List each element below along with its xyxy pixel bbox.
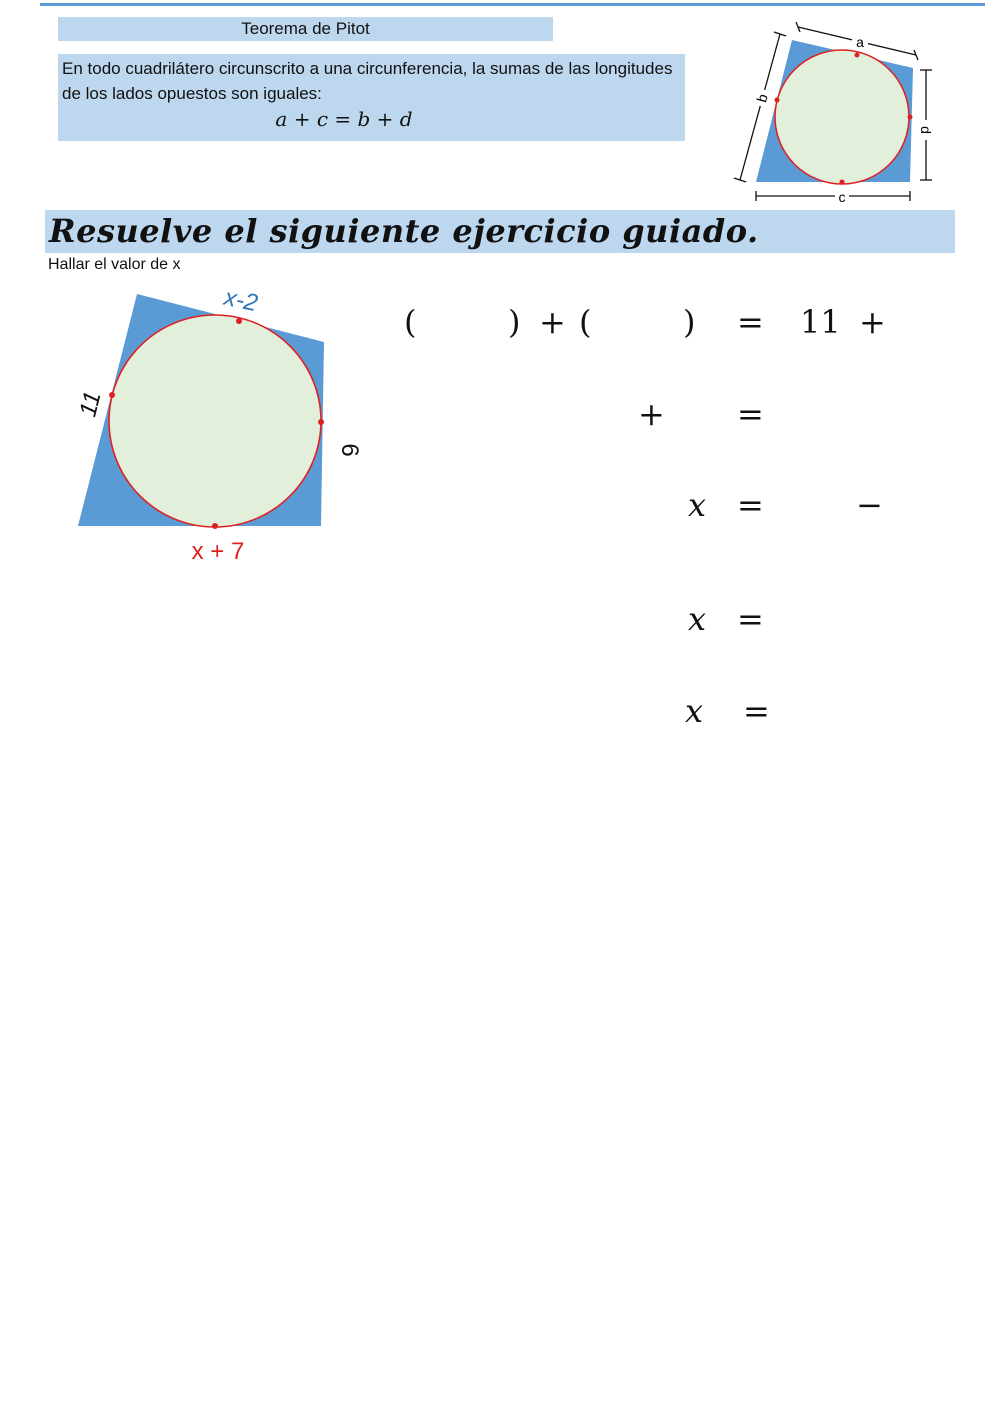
row1-plus-1: +	[539, 303, 566, 341]
tangent-point	[109, 392, 115, 398]
reference-figure	[730, 20, 950, 205]
theorem-definition-box	[58, 54, 685, 141]
row3-equals: =	[737, 486, 764, 524]
theorem-formula: a + c = b + d	[275, 107, 413, 131]
side-label-right: 6	[336, 443, 363, 457]
tangent-point	[318, 419, 324, 425]
label-c: c	[838, 189, 846, 205]
tangent-point	[236, 318, 242, 324]
row4-variable: x	[688, 600, 707, 638]
row3-minus: −	[856, 486, 883, 524]
exercise-banner	[45, 210, 955, 253]
label-d: d	[918, 126, 934, 134]
row5-variable: x	[685, 692, 704, 730]
label-b: b	[753, 92, 771, 104]
row1-equals: =	[737, 303, 764, 341]
side-label-bottom: x + 7	[191, 538, 245, 565]
row4-equals: =	[737, 600, 764, 638]
reference-incircle	[775, 50, 909, 184]
row2-equals: =	[737, 395, 764, 433]
tangent-point	[775, 98, 780, 103]
tangent-point	[212, 523, 218, 529]
top-rule	[40, 3, 985, 6]
exercise-banner-text: Resuelve el siguiente ejercicio guiado.	[49, 212, 759, 250]
theorem-definition: En todo cuadrilátero circunscrito a una circunferencia, la sumas de las longitudes de los lados opuestos son iguales:	[62, 59, 673, 103]
side-label-top: x-2	[221, 283, 261, 318]
row3-variable: x	[688, 486, 707, 524]
label-a: a	[856, 34, 864, 50]
row2-plus: +	[638, 395, 665, 433]
tangent-point	[840, 180, 845, 185]
row1-plus-2: +	[859, 303, 886, 341]
dimension-c	[756, 191, 910, 201]
task-prompt: Hallar el valor de x	[48, 256, 181, 273]
row5-equals: =	[743, 692, 770, 730]
row1-close-paren-2: )	[683, 303, 696, 341]
row1-open-paren-1: (	[404, 303, 417, 341]
exercise-figure	[60, 280, 380, 580]
side-label-left: 11	[74, 388, 107, 420]
theorem-title: Teorema de Pitot	[58, 17, 553, 41]
row1-open-paren-2: (	[579, 303, 592, 341]
row1-close-paren-1: )	[508, 303, 521, 341]
tangent-point	[855, 53, 860, 58]
exercise-incircle	[109, 315, 321, 527]
tangent-point	[908, 115, 913, 120]
row1-value: 11	[800, 303, 841, 341]
